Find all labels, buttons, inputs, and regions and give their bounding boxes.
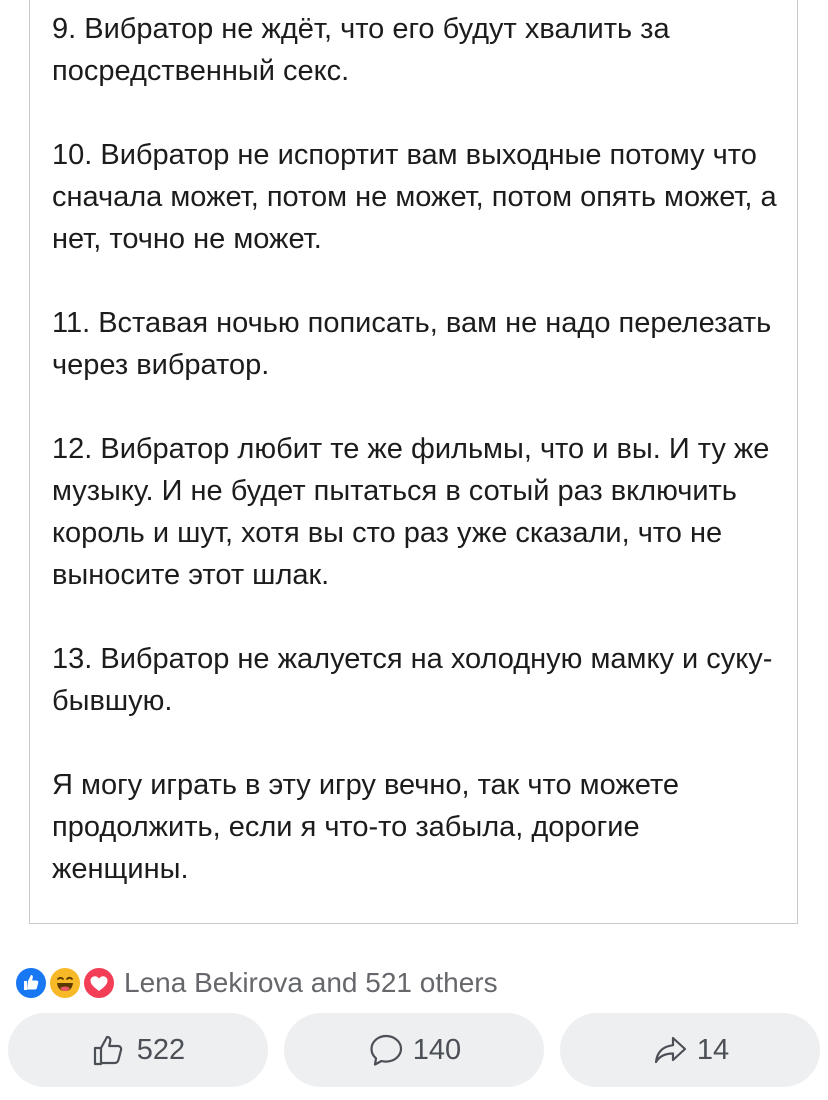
- post-paragraph: Я могу играть в эту игру вечно, так что можете продолжить, если я что-то забыла, дорогие женщины.: [52, 769, 688, 885]
- comment-button[interactable]: [284, 1013, 544, 1087]
- like-count: 522: [136, 1033, 186, 1066]
- comment-count: 140: [412, 1033, 462, 1066]
- share-count: 14: [696, 1033, 730, 1066]
- reaction-icons: [14, 964, 120, 1002]
- post-paragraph: 13. Вибратор не жалуется на холодную мамку и суку-бывшую.: [52, 643, 773, 717]
- post-paragraph: 9. Вибратор не ждёт, что его будут хвалить за посредственный секс.: [52, 13, 678, 87]
- comment-bubble-icon: [367, 1031, 405, 1069]
- post-paragraph: 11. Вставая ночью пописать, вам не надо перелезать через вибратор.: [52, 307, 780, 381]
- post-paragraph: 10. Вибратор не испортит вам выходные потому что сначала может, потом не может, потом опять может, а нет, точно не может.: [52, 139, 785, 255]
- like-button[interactable]: [8, 1013, 268, 1087]
- share-arrow-icon: [651, 1031, 689, 1069]
- share-button[interactable]: [560, 1013, 820, 1087]
- thumbs-up-icon: [91, 1031, 129, 1069]
- post-actions-bar: [8, 1013, 820, 1087]
- like-icon: [14, 966, 48, 1000]
- haha-icon: [48, 966, 82, 1000]
- post-paragraph: 12. Вибратор любит те же фильмы, что и вы. И ту же музыку. И не будет пытаться в сотый раз включить король и шут, хотя вы сто раз уже сказали, что не выносите этот шлак.: [52, 433, 778, 591]
- reaction-summary-text[interactable]: Lena Bekirova and 521 others: [124, 967, 498, 998]
- love-icon: [82, 966, 116, 1000]
- post-content-box: [29, 0, 798, 924]
- post-text: [52, 8, 785, 890]
- reactions-summary-row[interactable]: [14, 962, 498, 1004]
